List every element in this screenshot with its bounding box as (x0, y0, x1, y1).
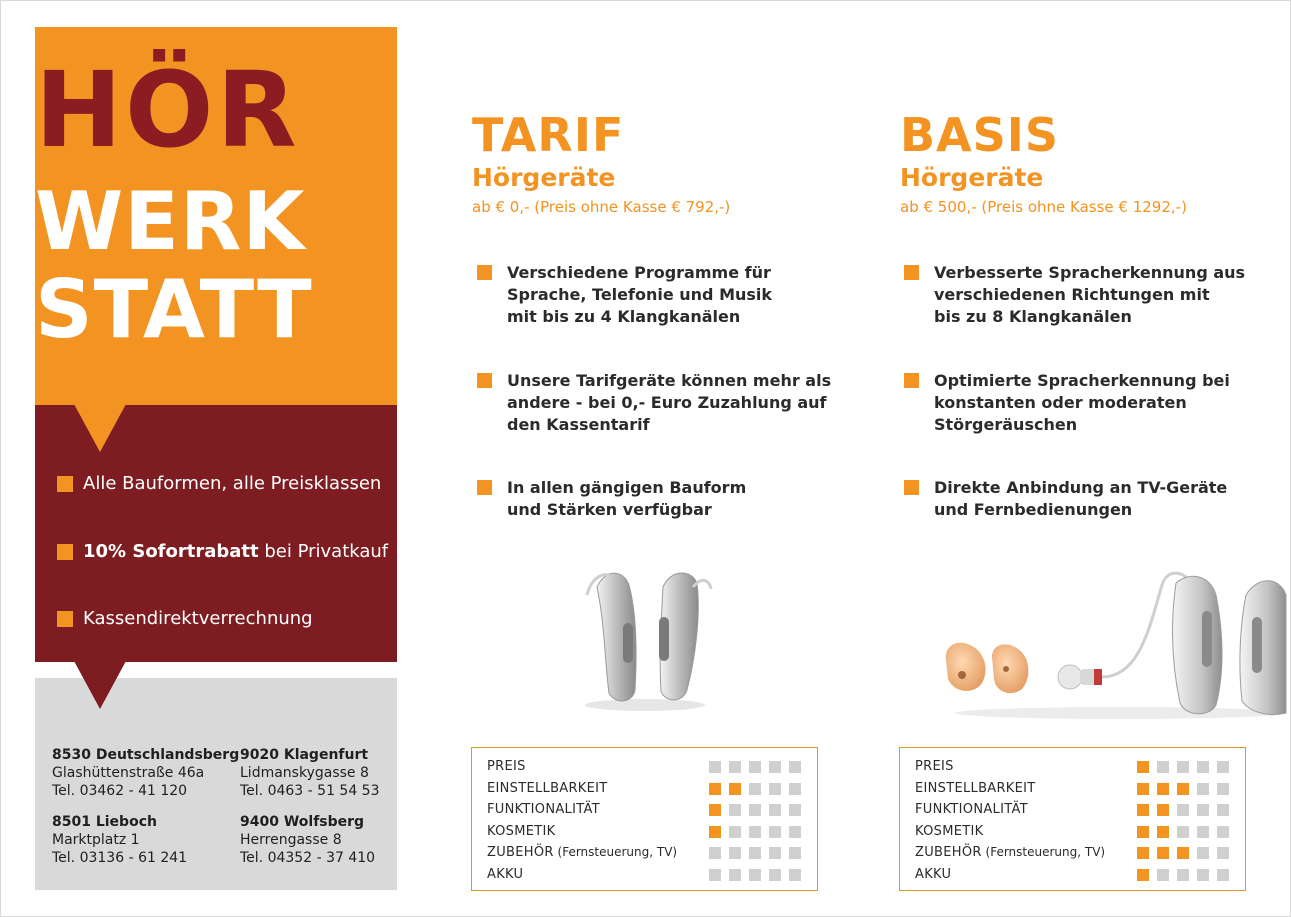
feature-line: den Kassentarif (507, 415, 650, 434)
rating-dot-empty (1177, 804, 1189, 816)
feature-line: andere - bei 0,- Euro Zuzahlung auf (507, 393, 827, 412)
rating-dot-empty (1197, 869, 1209, 881)
rating-dot-empty (1217, 847, 1229, 859)
feature-line: Störgeräuschen (934, 415, 1078, 434)
rating-dot-empty (1197, 826, 1209, 838)
product-subtitle: Hörgeräte (472, 163, 616, 192)
rating-label (487, 802, 600, 817)
rating-scale (1137, 826, 1229, 838)
rating-scale (709, 761, 801, 773)
rating-label (915, 845, 1105, 860)
feature-line: bis zu 8 Klangkanälen (934, 307, 1132, 326)
rating-dot-empty (1197, 804, 1209, 816)
feature-line: und Fernbedienungen (934, 500, 1133, 519)
rating-label-text: FUNKTIONALITÄT (487, 802, 600, 817)
rating-dot-empty (1217, 761, 1229, 773)
rating-dot-empty (789, 826, 801, 838)
rating-dot-filled (1137, 869, 1149, 881)
rating-dot-empty (1177, 826, 1189, 838)
rating-scale (1137, 783, 1229, 795)
rating-dot-empty (1157, 869, 1169, 881)
location-city: 9400 Wolfsberg (240, 814, 365, 830)
rating-label (915, 759, 954, 774)
product-price: ab € 500,- (Preis ohne Kasse € 1292,-) (900, 197, 1187, 216)
highlight-item (57, 608, 313, 629)
highlight-item (57, 541, 388, 562)
rating-label (487, 759, 526, 774)
rating-label-note: (Fernsteuerung, TV) (553, 845, 678, 859)
bullet-square-icon (57, 611, 73, 627)
rating-dot-empty (729, 761, 741, 773)
highlights-pointer (74, 661, 126, 709)
logo-hoer: HÖR (35, 49, 300, 171)
logo-pointer (74, 404, 126, 452)
feature-line: und Stärken verfügbar (507, 500, 712, 519)
rating-label-text: KOSMETIK (487, 823, 556, 839)
feature-line: Verbesserte Spracherkennung aus (934, 263, 1246, 282)
rating-dot-empty (1197, 847, 1209, 859)
rating-scale (709, 826, 801, 838)
feature-item (904, 262, 1245, 328)
rating-dot-empty (749, 783, 761, 795)
logo-statt: STATT (35, 263, 313, 356)
rating-dot-empty (1197, 783, 1209, 795)
rating-dot-empty (769, 869, 781, 881)
feature-item (477, 262, 772, 328)
rating-label-text: PREIS (487, 759, 526, 774)
rating-dot-filled (1137, 761, 1149, 773)
bullet-square-icon (477, 265, 492, 280)
rating-scale (1137, 761, 1229, 773)
rating-dot-filled (1157, 804, 1169, 816)
feature-line: Sprache, Telefonie und Musik (507, 285, 773, 304)
product-title: BASIS (900, 108, 1060, 162)
bullet-square-icon (904, 480, 919, 495)
product-header-tarif (472, 108, 731, 216)
rating-label (915, 824, 983, 839)
rating-label-text: ZUBEHÖR (915, 845, 982, 860)
rating-dot-empty (749, 761, 761, 773)
rating-dot-empty (749, 847, 761, 859)
rating-label-text: EINSTELLBARKEIT (487, 780, 608, 796)
rating-dot-filled (709, 783, 721, 795)
rating-dot-filled (729, 783, 741, 795)
rating-label (487, 824, 555, 839)
feature-line: verschiedenen Richtungen mit (934, 285, 1210, 304)
bullet-square-icon (904, 373, 919, 388)
location-city: 8530 Deutschlandsberg (52, 747, 240, 763)
rating-dot-filled (1157, 847, 1169, 859)
rating-dot-filled (709, 826, 721, 838)
rating-dot-empty (789, 761, 801, 773)
rating-dot-empty (769, 847, 781, 859)
rating-dot-empty (789, 869, 801, 881)
rating-dot-empty (769, 761, 781, 773)
rating-label (487, 845, 677, 860)
rating-label (915, 781, 1036, 796)
rating-dot-filled (1157, 826, 1169, 838)
basis-hearing-aid-image (940, 565, 1288, 720)
rating-dot-filled (1137, 783, 1149, 795)
product-title: TARIF (472, 108, 625, 162)
rating-dot-empty (729, 826, 741, 838)
tarif-hearing-aid-image (575, 565, 725, 715)
location-street: Marktplatz 1 (52, 832, 140, 848)
rating-dot-empty (789, 804, 801, 816)
feature-item (477, 477, 746, 521)
rating-dot-filled (1177, 847, 1189, 859)
location-card (52, 746, 239, 800)
rating-dot-filled (1157, 783, 1169, 795)
rating-dot-empty (1197, 761, 1209, 773)
rating-label-text: AKKU (487, 866, 524, 882)
feature-line: Direkte Anbindung an TV-Geräte (934, 478, 1228, 497)
product-header-basis (900, 108, 1187, 216)
rating-label (915, 867, 951, 882)
rating-dot-empty (749, 869, 761, 881)
rating-scale (709, 847, 801, 859)
logo-werk: WERK (35, 175, 306, 268)
feature-line: Optimierte Spracherkennung bei (934, 371, 1230, 390)
rating-dot-empty (749, 804, 761, 816)
rating-dot-empty (749, 826, 761, 838)
location-street: Glashüttenstraße 46a (52, 765, 205, 781)
location-street: Herrengasse 8 (240, 832, 342, 848)
location-card (240, 746, 380, 800)
rating-dot-filled (1137, 804, 1149, 816)
feature-item (477, 370, 831, 436)
feature-item (904, 477, 1227, 521)
location-phone: Tel. 03462 - 41 120 (52, 783, 188, 799)
rating-dot-empty (729, 847, 741, 859)
location-phone: Tel. 04352 - 37 410 (240, 850, 376, 866)
feature-item (904, 370, 1230, 436)
product-subtitle: Hörgeräte (900, 163, 1044, 192)
rating-label (487, 867, 523, 882)
location-phone: Tel. 03136 - 61 241 (52, 850, 188, 866)
rating-label-text: KOSMETIK (915, 823, 984, 839)
bullet-square-icon (57, 544, 73, 560)
rating-dot-empty (709, 761, 721, 773)
rating-dot-empty (709, 847, 721, 859)
rating-dot-empty (1177, 761, 1189, 773)
rating-label-text: PREIS (915, 759, 954, 774)
rating-dot-filled (709, 804, 721, 816)
bullet-square-icon (57, 476, 73, 492)
rating-dot-empty (1217, 869, 1229, 881)
location-phone: Tel. 0463 - 51 54 53 (240, 783, 380, 799)
rating-dot-filled (1137, 847, 1149, 859)
highlight-bold-text: 10% Sofortrabatt (83, 541, 259, 562)
rating-dot-empty (769, 826, 781, 838)
rating-dot-empty (709, 869, 721, 881)
rating-scale (709, 804, 801, 816)
rating-label-note: (Fernsteuerung, TV) (981, 845, 1106, 859)
rating-scale (709, 869, 801, 881)
location-city: 9020 Klagenfurt (240, 747, 369, 763)
location-card (240, 813, 375, 867)
highlight-item (57, 473, 381, 494)
rating-dot-empty (1177, 869, 1189, 881)
location-street: Lidmanskygasse 8 (240, 765, 369, 781)
feature-line: konstanten oder moderaten (934, 393, 1187, 412)
rating-scale (1137, 847, 1229, 859)
product-price: ab € 0,- (Preis ohne Kasse € 792,-) (472, 197, 731, 216)
rating-label-text: AKKU (915, 866, 952, 882)
bullet-square-icon (477, 480, 492, 495)
bullet-square-icon (477, 373, 492, 388)
feature-line: Unsere Tarifgeräte können mehr als (507, 371, 832, 390)
rating-label-text: FUNKTIONALITÄT (915, 802, 1028, 817)
rating-dot-empty (1217, 826, 1229, 838)
location-card (52, 813, 187, 867)
rating-dot-filled (1177, 783, 1189, 795)
rating-label (487, 781, 608, 796)
bullet-square-icon (904, 265, 919, 280)
rating-dot-empty (1217, 783, 1229, 795)
rating-dot-empty (769, 804, 781, 816)
rating-dot-empty (769, 783, 781, 795)
rating-dot-empty (1157, 761, 1169, 773)
feature-line: In allen gängigen Bauform (507, 478, 747, 497)
rating-dot-empty (729, 869, 741, 881)
rating-label-text: EINSTELLBARKEIT (915, 780, 1036, 796)
rating-dot-filled (1137, 826, 1149, 838)
rating-scale (709, 783, 801, 795)
rating-dot-empty (789, 783, 801, 795)
rating-dot-empty (789, 847, 801, 859)
rating-label (915, 802, 1028, 817)
highlight-text: bei Privatkauf (258, 541, 389, 562)
feature-line: Verschiedene Programme für (507, 263, 771, 282)
highlight-text: Kassendirektverrechnung (83, 608, 313, 629)
feature-line: mit bis zu 4 Klangkanälen (507, 307, 741, 326)
rating-scale (1137, 869, 1229, 881)
rating-dot-empty (1217, 804, 1229, 816)
location-city: 8501 Lieboch (52, 814, 157, 830)
rating-dot-empty (729, 804, 741, 816)
rating-scale (1137, 804, 1229, 816)
highlight-text: Alle Bauformen, alle Preisklassen (83, 473, 382, 494)
rating-label-text: ZUBEHÖR (487, 845, 554, 860)
